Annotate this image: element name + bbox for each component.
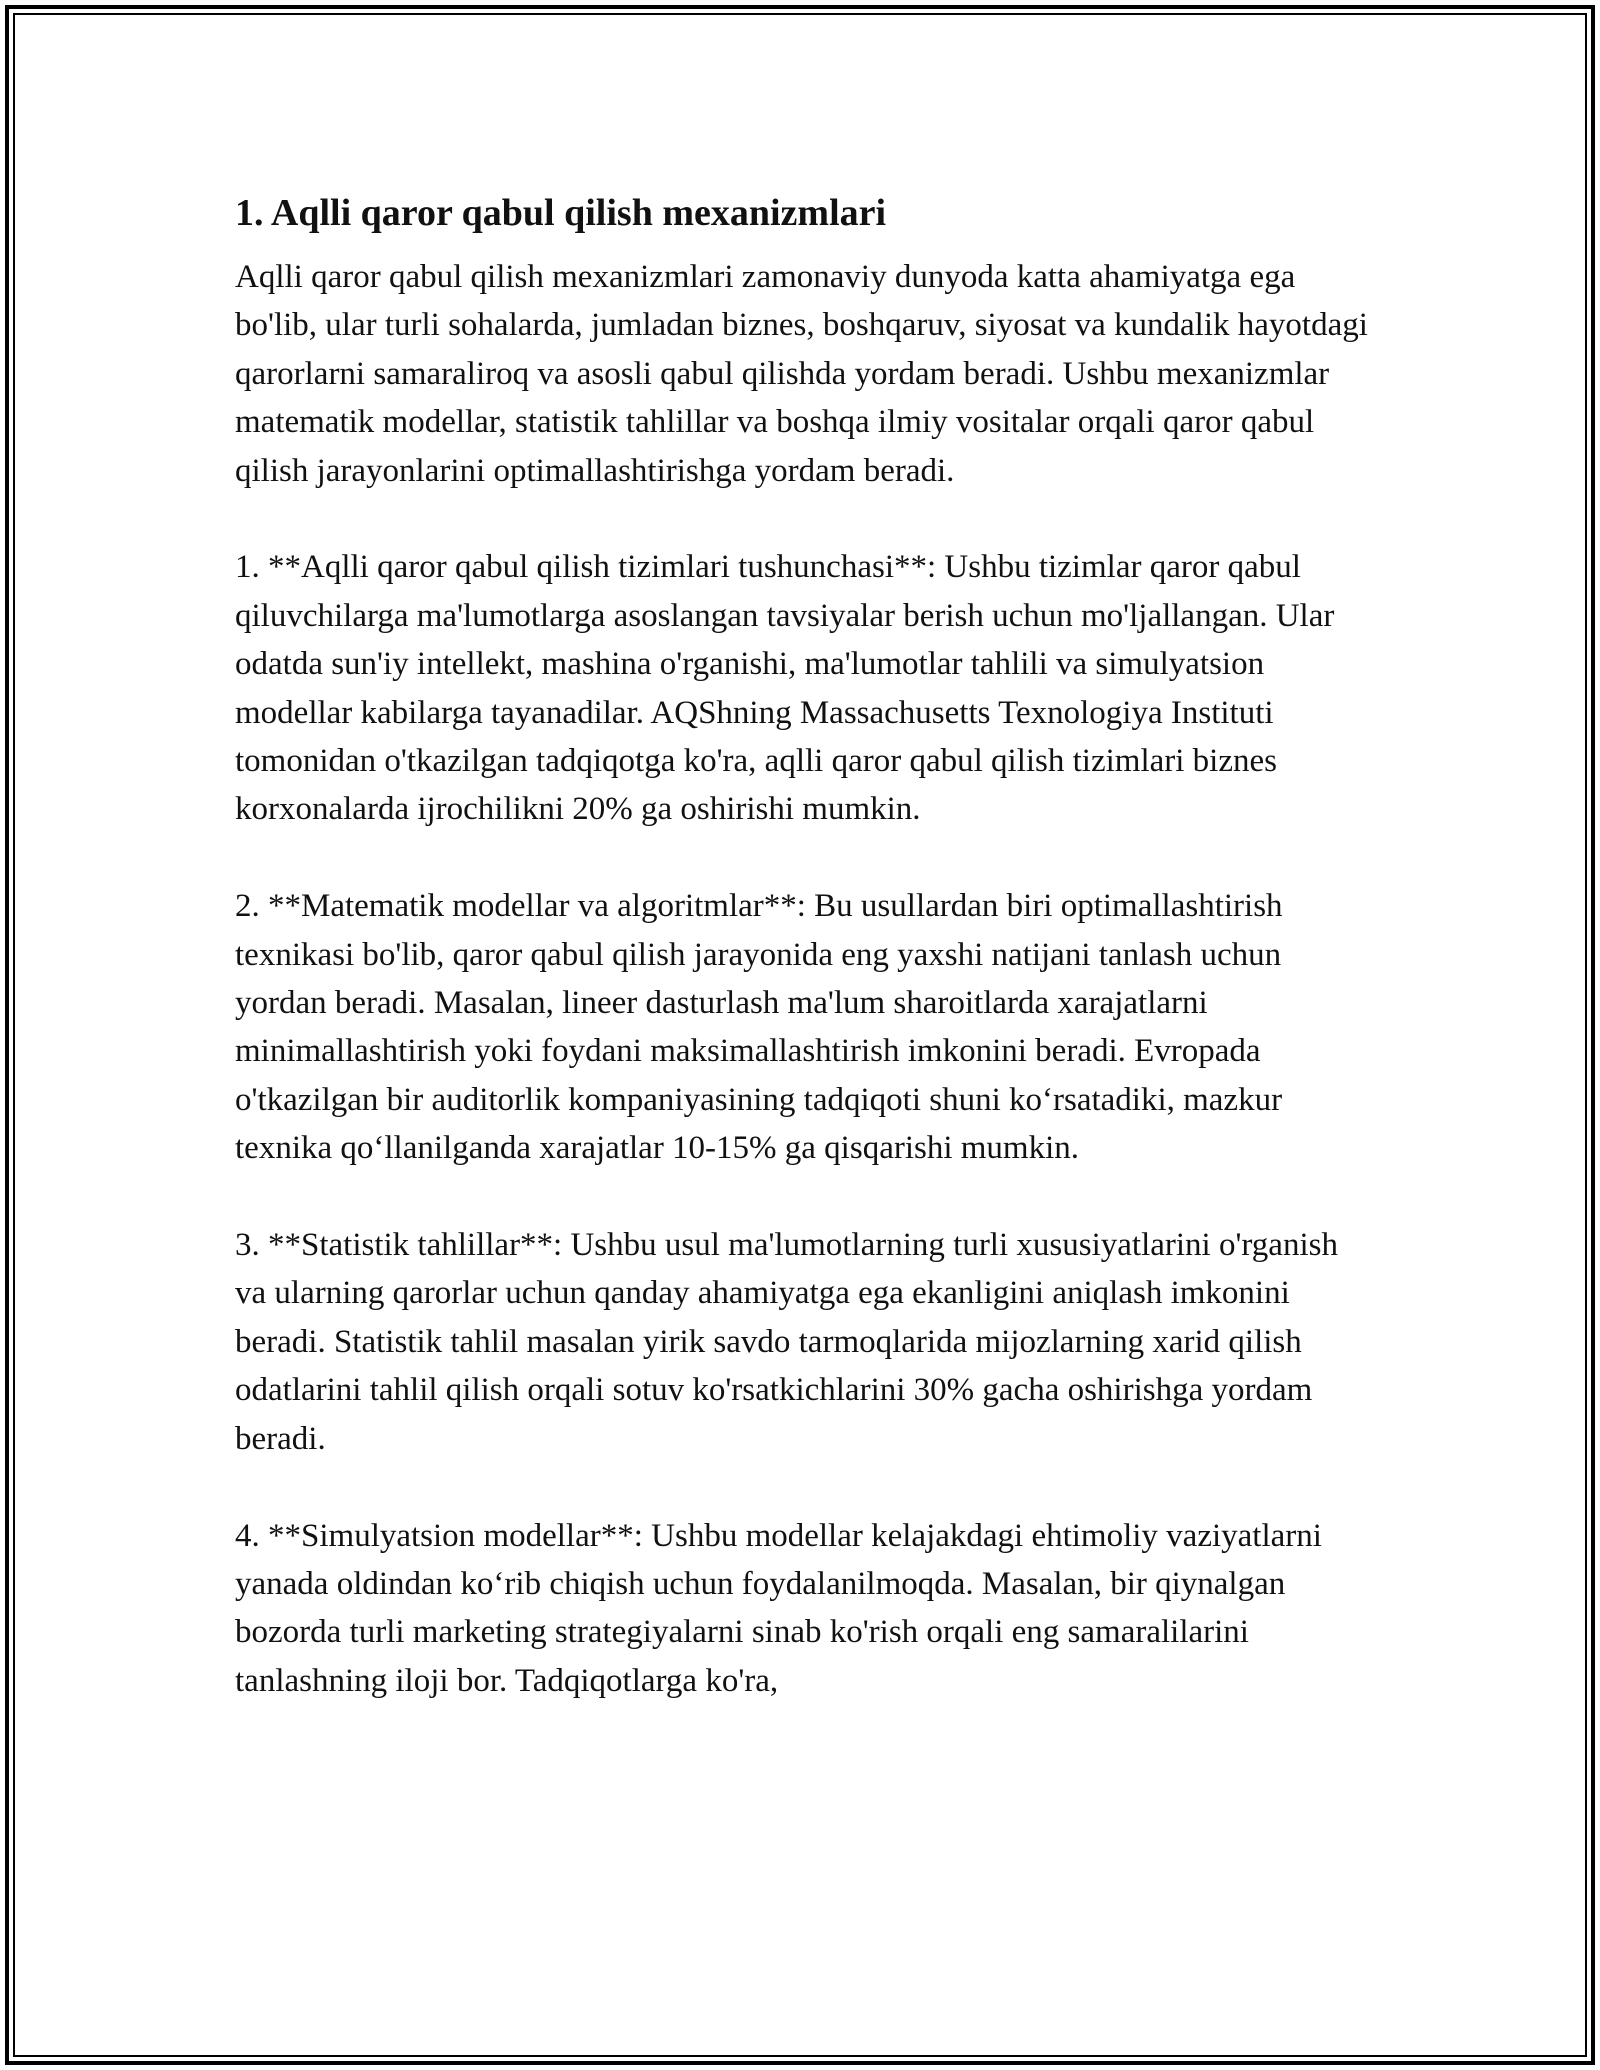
paragraph-math-models: 2. **Matematik modellar va algoritmlar**: Bu usullardan biri optimallashtirish texnikasi bo'lib, qaror qabul qilish jarayonida eng yaxshi natijani tanlash uchun yordan beradi. Masalan, lineer dasturlash ma'lum sharoitlarda xarajatlarni minimallashtirish yoki foydani maksimallashtirish imkonini beradi. Evropada o'tkazilgan bir auditorlik kompaniyasining tadqiqoti shuni ko‘rsatadiki, mazkur texnika qo‘llanilganda xarajatlar 10-15% ga qisqarishi mumkin. — [235, 888, 1283, 1167]
paragraph-simulation-models: 4. **Simulyatsion modellar**: Ushbu modellar kelajakdagi ehtimoliy vaziyatlarni yanada oldindan ko‘rib chiqish uchun foydalanilmoqda. Masalan, bir qiynalgan bozorda turli marketing strategiyalarni sinab ko'rish orqali eng samaralilarini tanlashning iloji bor. Tadqiqotlarga ko'ra, — [235, 1517, 1322, 1699]
intro-paragraph: Aqlli qaror qabul qilish mexanizmlari zamonaviy dunyoda katta ahamiyatga ega bo'lib, ular turli sohalarda, jumladan biznes, boshqaruv, siyosat va kundalik hayotdagi qarorlarni samaraliroq va asosli qabul qilishda yordam beradi. Ushbu mexanizmlar matematik modellar, statistik tahlillar va boshqa ilmiy vositalar orqali qaror qabul qilish jarayonlarini optimallashtirishga yordam beradi. — [235, 259, 1368, 489]
paragraph-decision-systems: 1. **Aqlli qaror qabul qilish tizimlari tushunchasi**: Ushbu tizimlar qaror qabul qiluvchilarga ma'lumotlarga asoslangan tavsiyalar berish uchun mo'ljallangan. Ular odatda sun'iy intellekt, mashina o'rganishi, ma'lumotlar tahlili va simulyatsion modellar kabilarga tayanadilar. AQShning Massachusetts Texnologiya Instituti tomonidan o'tkazilgan tadqiqotga ko'ra, aqlli qaror qabul qilish tizimlari biznes korxonalarda ijrochilikni 20% ga oshirishi mumkin. — [235, 549, 1335, 828]
paragraph-statistical-analysis: 3. **Statistik tahlillar**: Ushbu usul ma'lumotlarning turli xususiyatlarini o'rganish va ularning qarorlar uchun qanday ahamiyatga ega ekanligini aniqlash imkonini beradi. Statistik tahlil masalan yirik savdo tarmoqlarida mijozlarning xarid qilish odatlarini tahlil qilish orqali sotuv ko'rsatkichlarini 30% gacha oshirishga yordam beradi. — [235, 1227, 1338, 1457]
document-body — [235, 185, 1375, 1754]
section-heading: 1. Aqlli qaror qabul qilish mexanizmlari — [235, 192, 887, 234]
